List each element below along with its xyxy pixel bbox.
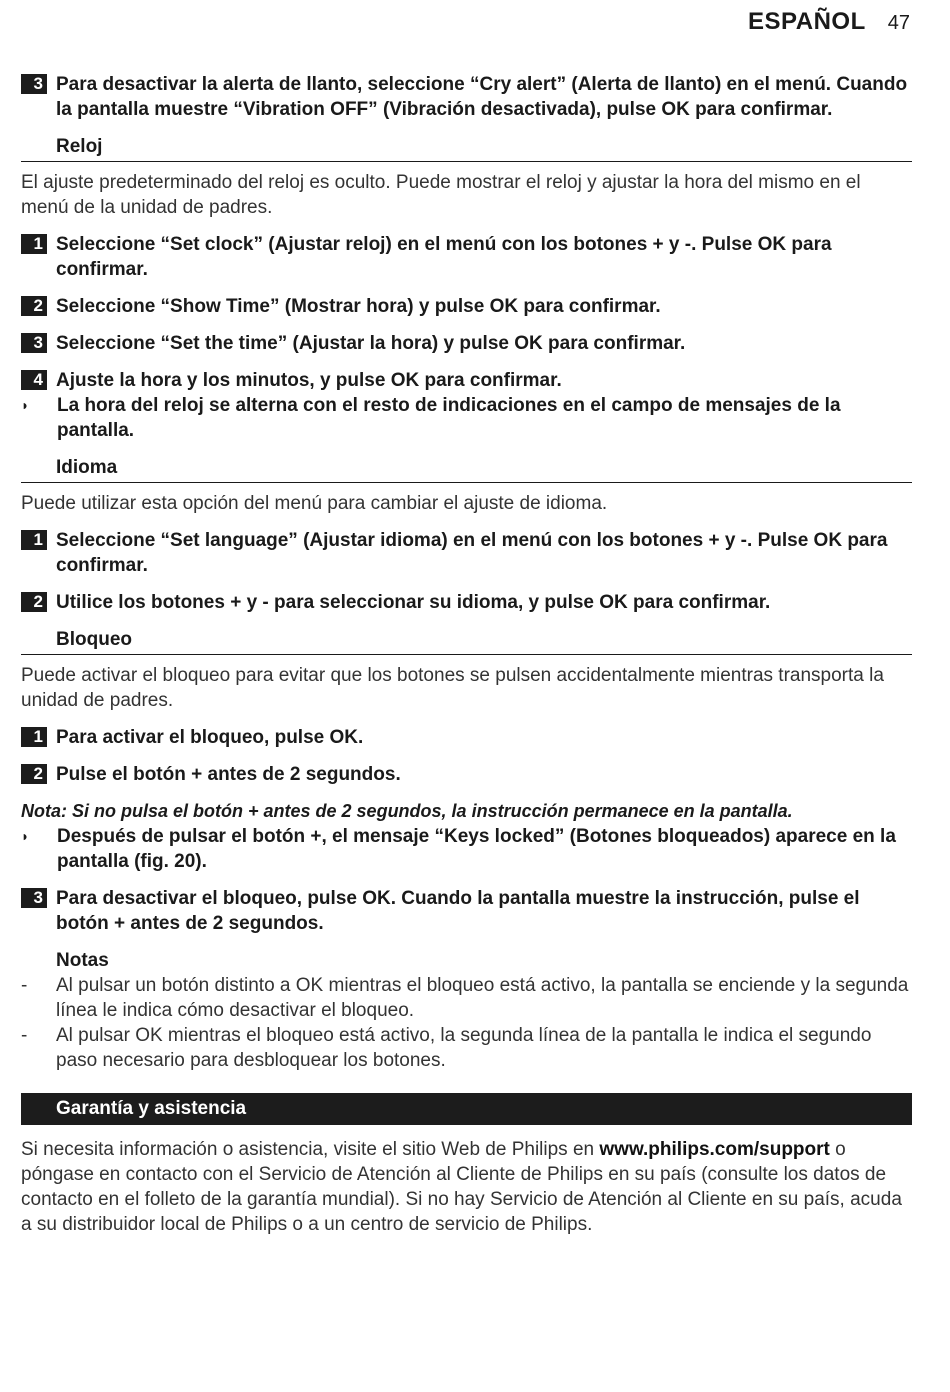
notes-heading: Notas <box>56 950 109 971</box>
step-text: Ajuste la hora y los minutos, y pulse OK para confirmar. <box>56 370 562 391</box>
bloqueo-step-2 <box>21 762 912 787</box>
step-number-badge: 2 <box>21 764 47 784</box>
section-banner-garantia: Garantía y asistencia <box>21 1093 912 1125</box>
result-marker-icon: ◗ <box>21 397 30 413</box>
section-title-reloj: Reloj <box>21 134 912 162</box>
step-number-badge: 2 <box>21 296 47 316</box>
section-title-idioma: Idioma <box>21 455 912 483</box>
step-number-badge: 2 <box>21 592 47 612</box>
reloj-step-4 <box>21 368 912 393</box>
reloj-step-3 <box>21 331 912 356</box>
note-item <box>21 1023 912 1073</box>
page-header <box>748 8 910 36</box>
bloqueo-result <box>21 824 912 874</box>
page-content <box>21 72 912 1249</box>
note-text: Al pulsar OK mientras el bloqueo está activo, la segunda línea de la pantalla le indica el segundo paso necesario para desbloquear los botones. <box>56 1025 872 1071</box>
garantia-text-before: Si necesita información o asistencia, visite el sitio Web de Philips en <box>21 1139 600 1160</box>
step-disable-cry-alert <box>21 72 912 122</box>
bloqueo-step-1 <box>21 725 912 750</box>
step-text: Seleccione “Set the time” (Ajustar la hora) y pulse OK para confirmar. <box>56 333 686 354</box>
step-text: Para desactivar la alerta de llanto, seleccione “Cry alert” (Alerta de llanto) en el menú. Cuando la pantalla muestre “Vibration OFF” (Vibración desactivada), pulse OK para confirmar. <box>56 74 908 120</box>
bloqueo-note: Nota: Si no pulsa el botón + antes de 2 segundos, la instrucción permanece en la pantalla. <box>21 801 793 821</box>
reloj-intro: El ajuste predeterminado del reloj es oculto. Puede mostrar el reloj y ajustar la hora del mismo en el menú de la unidad de padres. <box>21 172 861 218</box>
page-number: 47 <box>887 12 910 34</box>
step-text: Seleccione “Set language” (Ajustar idioma) en el menú con los botones + y -. Pulse OK para confirmar. <box>56 530 888 576</box>
idioma-intro: Puede utilizar esta opción del menú para cambiar el ajuste de idioma. <box>21 493 608 514</box>
garantia-text-after: o póngase en contacto con el Servicio de Atención al Cliente de Philips en su país (consulte los datos de contacto en el folleto de la garantía mundial). Si no hay Servicio de Atención al Cliente en su país, acuda a su distribuidor local de Philips o a un centro de servicio de Philips. <box>21 1139 902 1235</box>
reloj-step-2 <box>21 294 912 319</box>
garantia-paragraph <box>21 1137 912 1237</box>
dash-marker: - <box>21 1025 28 1046</box>
reloj-step-1 <box>21 232 912 282</box>
step-number-badge: 3 <box>21 888 47 908</box>
result-marker-icon: ◗ <box>21 828 30 844</box>
idioma-step-2 <box>21 590 912 615</box>
step-number-badge: 1 <box>21 727 47 747</box>
step-text: Utilice los botones + y - para seleccionar su idioma, y pulse OK para confirmar. <box>56 592 771 613</box>
step-text: Seleccione “Set clock” (Ajustar reloj) en el menú con los botones + y -. Pulse OK para confirmar. <box>56 234 832 280</box>
dash-marker: - <box>21 975 28 996</box>
language-label: ESPAÑOL <box>748 8 866 35</box>
idioma-step-1 <box>21 528 912 578</box>
result-text: La hora del reloj se alterna con el resto de indicaciones en el campo de mensajes de la pantalla. <box>57 395 841 441</box>
reloj-result <box>21 393 912 443</box>
note-item <box>21 973 912 1023</box>
result-text: Después de pulsar el botón +, el mensaje “Keys locked” (Botones bloqueados) aparece en la pantalla (fig. 20). <box>57 826 896 872</box>
step-number-badge: 4 <box>21 370 47 390</box>
bloqueo-step-3 <box>21 886 912 936</box>
step-number-badge: 3 <box>21 74 47 94</box>
support-link[interactable]: www.philips.com/support <box>599 1139 830 1160</box>
step-number-badge: 1 <box>21 530 47 550</box>
section-title-bloqueo: Bloqueo <box>21 627 912 655</box>
note-text: Al pulsar un botón distinto a OK mientras el bloqueo está activo, la pantalla se enciende y la segunda línea le indica cómo desactivar el bloqueo. <box>56 975 909 1021</box>
step-text: Para desactivar el bloqueo, pulse OK. Cuando la pantalla muestre la instrucción, pulse el botón + antes de 2 segundos. <box>56 888 860 934</box>
step-number-badge: 3 <box>21 333 47 353</box>
step-text: Seleccione “Show Time” (Mostrar hora) y pulse OK para confirmar. <box>56 296 661 317</box>
step-text: Para activar el bloqueo, pulse OK. <box>56 727 364 748</box>
bloqueo-intro: Puede activar el bloqueo para evitar que los botones se pulsen accidentalmente mientras transporta la unidad de padres. <box>21 665 884 711</box>
step-text: Pulse el botón + antes de 2 segundos. <box>56 764 401 785</box>
step-number-badge: 1 <box>21 234 47 254</box>
